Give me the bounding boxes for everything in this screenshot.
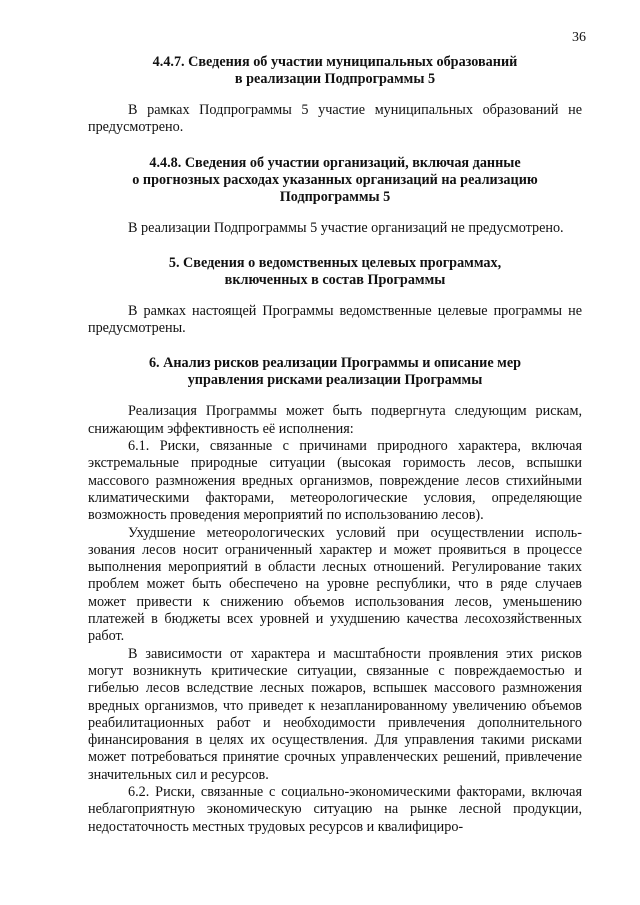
section-4-4-7 (88, 54, 582, 137)
section-6 (88, 355, 582, 835)
page-content (88, 54, 582, 836)
paragraph: В реализации Подпрограммы 5 участие организаций не предусмотрено. (128, 219, 564, 236)
section-4-4-8 (88, 155, 582, 237)
heading-line: 4.4.7. Сведения об участии муниципальных образований (152, 54, 518, 70)
paragraph: Реализация Программы может быть подвергнута следующим рискам, снижающим эффективность её исполнения: (88, 403, 582, 437)
section-heading (88, 155, 582, 206)
section-heading (88, 355, 582, 389)
paragraph: Ухудшение метеорологических условий при осуществлении использования лесов носит ограниченный характер и может проявиться в процессе выполнения мероприятий в области лесных отношений. Регулирование таких проблем может быть обеспечено на уровне республики, что в ряде случаев может привести к снижению объемов использования лесов, уменьшению платежей в бюджеты всех уровней и ухудшению качества лесохозяйственных работ. (88, 524, 582, 645)
heading-line: 5. Сведения о ведомственных целевых программах, (168, 254, 502, 271)
paragraph: 6.1. Риски, связанные с причинами природного характера, включая экстремальные природные ситуации (высокая горимость лесов, вспышки массового размножения вредных организмов, повреждение лесов стихийными климатическими факторами, метеорологические условия, определяющие возможность проведения мероприятий по использованию лесов). (88, 438, 582, 524)
heading-line: включенных в состав Программы (224, 271, 446, 288)
page-number: 36 (572, 30, 586, 45)
section-heading (88, 54, 582, 88)
heading-line: 6. Анализ рисков реализации Программы и описание мер (148, 355, 522, 372)
paragraph: В зависимости от характера и масштабности проявления этих рисков могут возникнуть критические ситуации, связанные с повреждаемостью и гибелью лесов вследствие лесных пожаров, вспышек массового размножения вредных организмов, что приведет к незапланированному увеличению объемов реабилитационных работ и необходимости привлечения дополнительного финансирования в целях их осуществления. Для управления такими рисками может потребоваться принятие срочных управленческих решений, привлечение значительных сил и ресурсов. (88, 645, 582, 783)
heading-line: Подпрограммы 5 (279, 188, 391, 205)
heading-line: в реализации Подпрограммы 5 (234, 71, 436, 87)
paragraph: В рамках настоящей Программы ведомственные целевые программы не предусмотрены. (88, 302, 582, 337)
heading-line: управления рисками реализации Программы (187, 372, 483, 389)
section-heading (88, 255, 582, 289)
paragraph: 6.2. Риски, связанные с социально-экономическими факторами, включая неблагоприятную экономическую ситуацию на рынке лесной продукции, недостаточность местных трудовых ресурсов и квалифициро- (88, 784, 582, 835)
section-5 (88, 255, 582, 338)
heading-line: о прогнозных расходах указанных организаций на реализацию (132, 171, 538, 188)
paragraph: В рамках Подпрограммы 5 участие муниципальных образований не предусмотрено. (88, 102, 582, 136)
heading-line: 4.4.8. Сведения об участии организаций, включая данные (149, 154, 521, 171)
